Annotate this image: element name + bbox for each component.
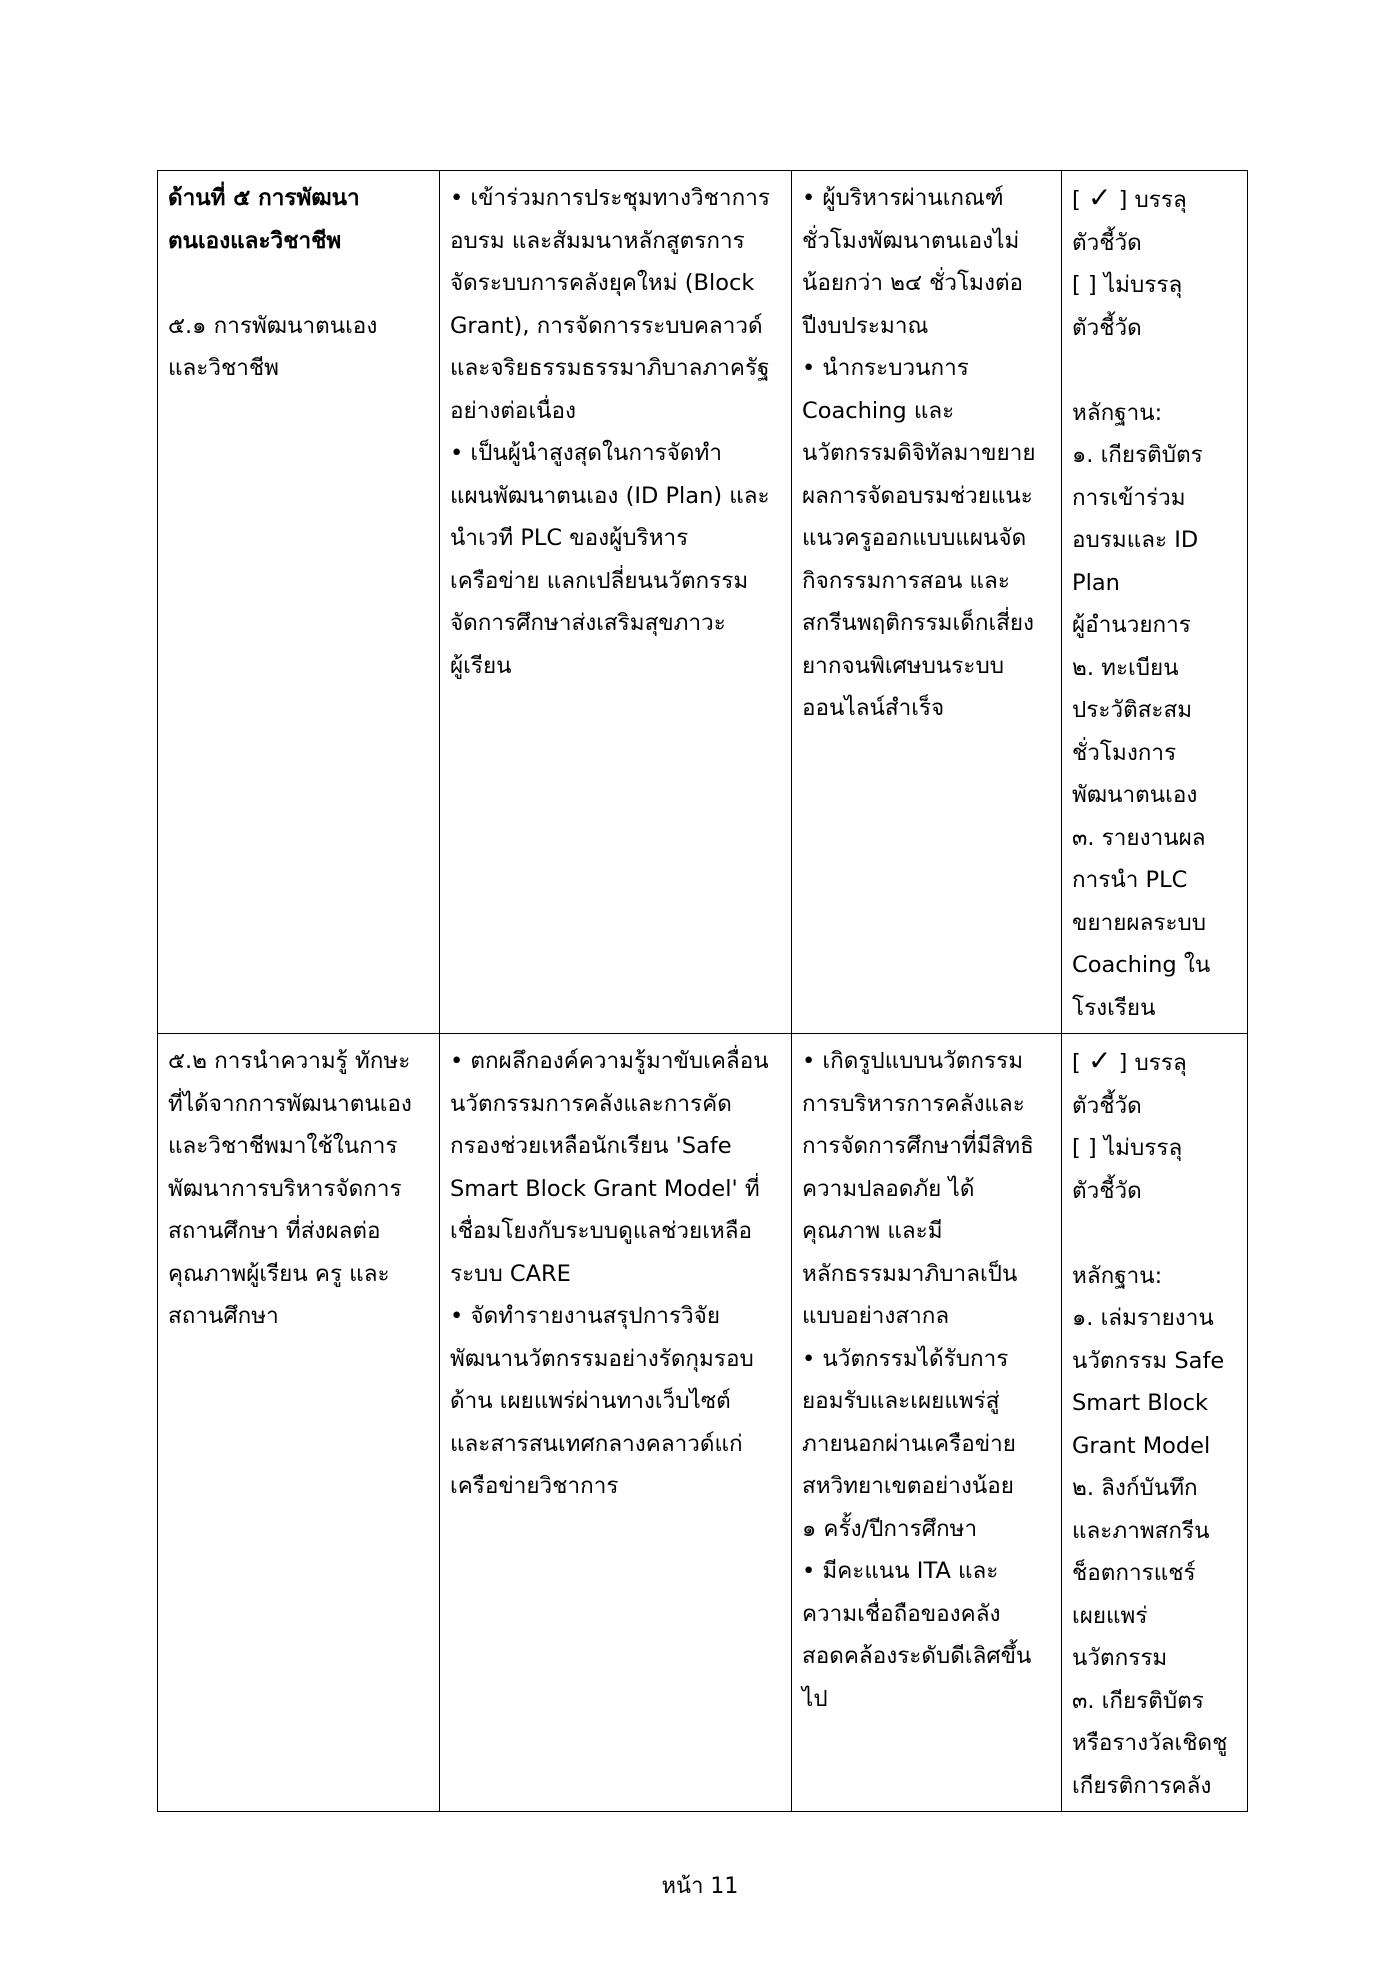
activity-line: และสารสนเทศกลางคลาวด์แก่ [450,1430,743,1457]
topic-line: และวิชาชีพมาใช้ในการ [168,1133,398,1159]
evidence-line: ชั่วโมงการ [1072,739,1177,766]
evidence-line: ๒. ลิงก์บันทึก [1072,1475,1198,1501]
topic-line: สถานศึกษา ที่ส่งผลต่อ [168,1218,381,1244]
evidence-line: ขยายผลระบบ [1072,909,1207,936]
result-line: ผลการจัดอบรมช่วยแนะ [802,482,1033,509]
result-line: การจัดการศึกษาที่มีสิทธิ [802,1133,1034,1159]
evidence-line: ๒. ทะเบียน [1072,654,1179,681]
topic-line: ๕.๒ การนำความรู้ ทักษะ [168,1048,411,1074]
activity-line: ระบบ CARE [450,1260,571,1287]
evidence-line: ๑. เล่มรายงาน [1072,1305,1214,1331]
indicator-not-achieved-line2: ตัวชี้วัด [1072,1177,1142,1204]
result-line: สกรีนพฤติกรรมเด็กเสี่ยง [802,610,1035,636]
topic-line: ๕.๑ การพัฒนาตนเอง [168,312,378,339]
activity-line: • จัดทำรายงานสรุปการวิจัย [450,1303,721,1329]
topic-heading-line: ด้านที่ ๕ การพัฒนา [168,185,360,211]
topic-line: ที่ได้จากการพัฒนาตนเอง [168,1090,412,1117]
result-line: • ผู้บริหารผ่านเกณฑ์ [802,185,1004,211]
evidence-line: อบรมและ ID [1072,527,1199,553]
evidence-line: โรงเรียน [1072,994,1156,1021]
activity-line: แผนพัฒนาตนเอง (ID Plan) และ [450,482,770,509]
evidence-line: ๓. รายงานผล [1072,824,1206,851]
activity-line: เครือข่ายวิชาการ [450,1473,619,1499]
result-line: ความเชื่อถือของคลัง [802,1600,1001,1627]
result-line: คุณภาพ และมี [802,1218,943,1244]
evidence-line: ๓. เกียรติบัตร [1072,1687,1204,1714]
topic-line: และวิชาชีพ [168,355,280,381]
result-line: ภายนอกผ่านเครือข่าย [802,1430,1016,1457]
activity-line: Smart Block Grant Model' ที่ [450,1175,760,1202]
evidence-line: หลักฐาน: [1072,399,1163,426]
evidence-line: เกียรติการคลัง [1072,1772,1212,1799]
evidence-line: นวัตกรรม Safe [1072,1347,1225,1374]
achieved-label: ] บรรลุ [1118,187,1187,213]
evidence-line: การนำ PLC [1072,867,1188,893]
activity-line: กรองช่วยเหลือนักเรียน 'Safe [450,1133,732,1159]
bracket-open: [ [1072,187,1081,213]
result-line: ชั่วโมงพัฒนาตนเองไม่ [802,227,1020,254]
result-line: ออนไลน์สำเร็จ [802,695,945,721]
topic-cell [158,1034,440,1812]
result-line: หลักธรรมมาภิบาลเป็น [802,1260,1018,1287]
result-line: ไป [802,1685,828,1712]
activity-line: เครือข่าย แลกเปลี่ยนนวัตกรรม [450,567,749,594]
activity-line: พัฒนานวัตกรรมอย่างรัดกุมรอบ [450,1345,754,1372]
indicator-not-achieved: [ ] ไม่บรรลุ [1072,272,1183,298]
result-line: • นำกระบวนการ [802,355,969,381]
activity-line: ผู้เรียน [450,652,512,679]
spacer [168,262,429,305]
result-line: • นวัตกรรมได้รับการ [802,1345,1009,1372]
bracket-open: [ [1072,1050,1081,1076]
activity-line: นวัตกรรมการคลังและการคัด [450,1090,732,1117]
results-cell [792,1034,1062,1812]
evidence-line: Grant Model [1072,1432,1211,1459]
table-row [158,1034,1248,1812]
indicator-not-achieved: [ ] ไม่บรรลุ [1072,1135,1183,1161]
result-line: สหวิทยาเขตอย่างน้อย [802,1473,1014,1499]
evidence-line: ช็อตการแชร์ [1072,1560,1196,1586]
topic-line: คุณภาพผู้เรียน ครู และ [168,1260,390,1287]
topic-line: พัฒนาการบริหารจัดการ [168,1175,402,1202]
indicator-achieved-line2: ตัวชี้วัด [1072,1092,1142,1119]
results-cell [792,171,1062,1034]
activity-line: ด้าน เผยแพร่ผ่านทางเว็บไซต์ [450,1388,731,1414]
topic-line: สถานศึกษา [168,1303,279,1329]
indicator-achieved-line2: ตัวชี้วัด [1072,229,1142,256]
evidence-line: Smart Block [1072,1390,1209,1416]
indicator-cell [1062,1034,1248,1812]
evidence-line: เผยแพร่ [1072,1602,1148,1629]
indicator-achieved [1072,177,1237,222]
indicator-cell [1062,171,1248,1034]
activity-line: • ตกผลึกองค์ความรู้มาขับเคลื่อน [450,1048,769,1074]
activity-line: Grant), การจัดการระบบคลาวด์ [450,312,763,339]
activity-line: อบรม และสัมมนาหลักสูตรการ [450,227,745,254]
result-line: แนวครูออกแบบแผนจัด [802,525,1027,551]
evidence-line: พัฒนาตนเอง [1072,782,1198,808]
achieved-label: ] บรรลุ [1118,1050,1187,1076]
activities-cell [440,171,792,1034]
spacer [1072,1212,1237,1255]
evidence-line: ๑. เกียรติบัตร [1072,442,1203,468]
evidence-line: ผู้อำนวยการ [1072,612,1191,638]
result-line: สอดคล้องระดับดีเลิศขึ้น [802,1643,1032,1669]
activities-cell [440,1034,792,1812]
result-line: • เกิดรูปแบบนวัตกรรม [802,1048,1024,1074]
result-line: Coaching และ [802,397,955,424]
activity-line: เชื่อมโยงกับระบบดูแลช่วยเหลือ [450,1218,753,1244]
topic-heading-line: ตนเองและวิชาชีพ [168,227,342,254]
activity-line: และจริยธรรมธรรมาภิบาลภาครัฐ [450,355,770,381]
result-line: ยอมรับและเผยแพร่สู่ [802,1388,1000,1414]
activity-line: นำเวที PLC ของผู้บริหาร [450,525,689,551]
evidence-line: ประวัติสะสม [1072,697,1193,723]
spacer [1072,349,1237,392]
result-line: นวัตกรรมดิจิทัลมาขยาย [802,440,1036,466]
evidence-line: Coaching ใน [1072,952,1211,978]
activity-line: อย่างต่อเนื่อง [450,397,577,424]
indicator-achieved [1072,1040,1237,1085]
evaluation-table [157,170,1248,1812]
result-line: กิจกรรมการสอน และ [802,567,1010,594]
activity-line: • เป็นผู้นำสูงสุดในการจัดทำ [450,440,723,466]
topic-cell [158,171,440,1034]
result-line: ๑ ครั้ง/ปีการศึกษา [802,1515,978,1542]
evidence-line: Plan [1072,569,1120,596]
result-line: ปีงบประมาณ [802,312,929,339]
evidence-line: หรือรางวัลเชิดชู [1072,1730,1228,1756]
result-line: • มีคะแนน ITA และ [802,1558,999,1584]
activity-line: จัดการศึกษาส่งเสริมสุขภาวะ [450,610,726,636]
evidence-line: และภาพสกรีน [1072,1517,1210,1544]
table-row [158,171,1248,1034]
checkmark-icon: ✓ [1087,181,1112,214]
checkmark-icon: ✓ [1087,1044,1112,1077]
result-line: น้อยกว่า ๒๔ ชั่วโมงต่อ [802,270,1024,296]
page-number: หน้า 11 [661,1874,739,1899]
activity-line: จัดระบบการคลังยุคใหม่ (Block [450,270,755,296]
evidence-line: การเข้าร่วม [1072,484,1186,511]
evidence-line: หลักฐาน: [1072,1262,1163,1289]
result-line: ยากจนพิเศษบนระบบ [802,652,1005,679]
result-line: การบริหารการคลังและ [802,1090,1025,1117]
activity-line: • เข้าร่วมการประชุมทางวิชาการ [450,185,770,211]
evidence-line: นวัตกรรม [1072,1645,1168,1671]
result-line: แบบอย่างสากล [802,1303,950,1329]
indicator-not-achieved-line2: ตัวชี้วัด [1072,314,1142,341]
result-line: ความปลอดภัย ได้ [802,1175,975,1202]
